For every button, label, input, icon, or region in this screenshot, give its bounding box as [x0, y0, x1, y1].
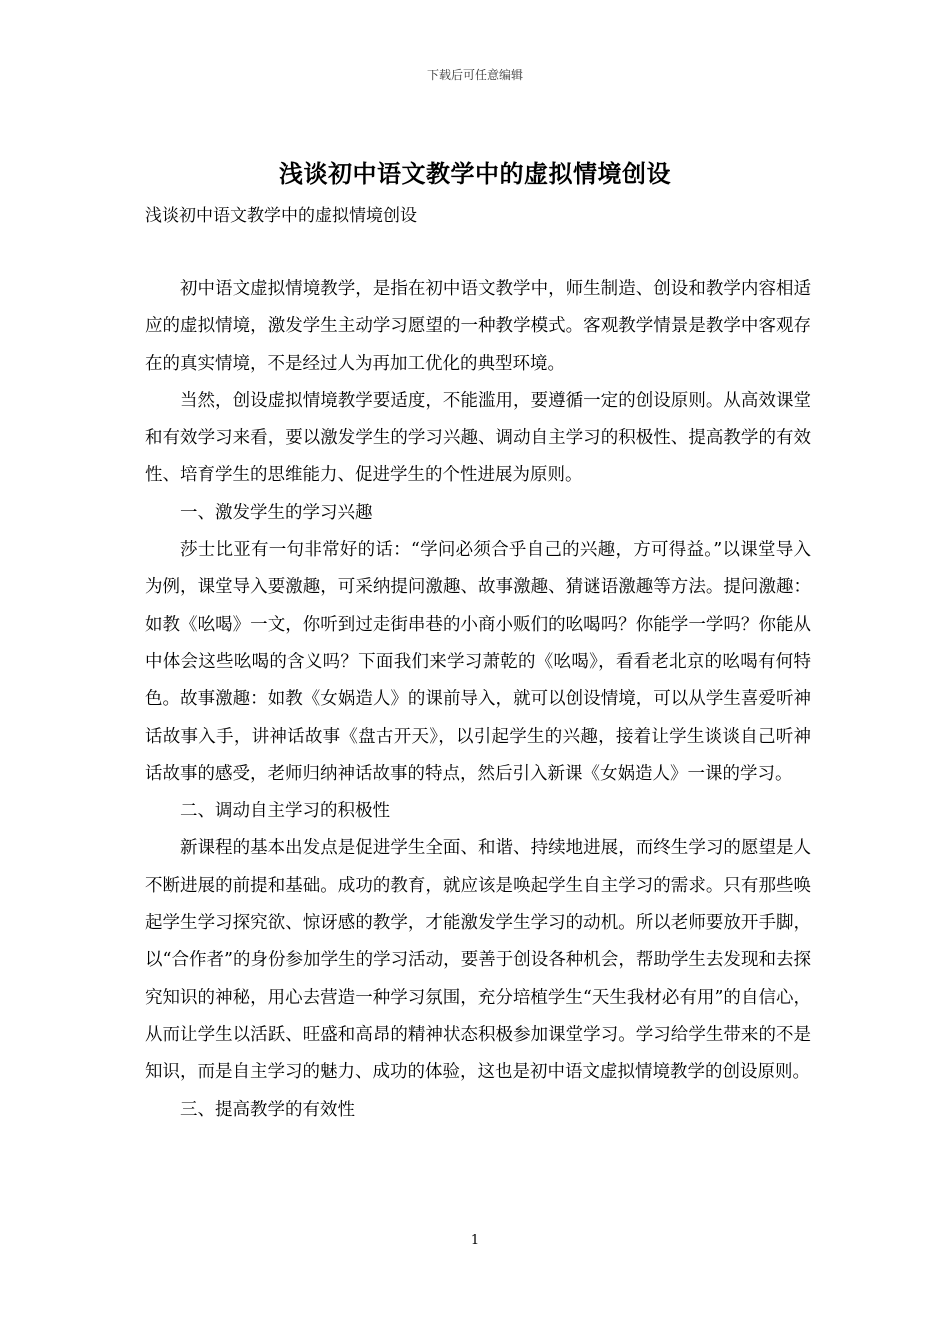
- section-heading-2: 二、调动自主学习的积极性: [180, 801, 390, 822]
- document-title: 浅谈初中语文教学中的虚拟情境创设: [279, 159, 671, 188]
- page-header: 下载后可任意编辑: [426, 68, 523, 82]
- section-heading-3: 三、提高教学的有效性: [180, 1099, 355, 1120]
- paragraph-principles: 当然，创设虚拟情境教学要适度，不能滥用，要遵循一定的创设原则。从高效课堂和有效学习来看，要以激发学生的学习兴趣、调动自主学习的积极性、提高教学的有效性、培育学生的思维能力、促进学生的个性进展为原则。: [145, 390, 811, 486]
- page-number: 1: [470, 1233, 480, 1248]
- document-body: [145, 271, 811, 1129]
- section-heading-1: 一、激发学生的学习兴趣: [180, 502, 373, 523]
- document-subtitle: 浅谈初中语文教学中的虚拟情境创设: [145, 206, 417, 226]
- paragraph-intro: 初中语文虚拟情境教学，是指在初中语文教学中，师生制造、创设和教学内容相适应的虚拟情境，激发学生主动学习愿望的一种教学模式。客观教学情景是教学中客观存在的真实情境，不是经过人为再加工优化的典型环境。: [145, 279, 811, 374]
- paragraph-interest: 莎士比亚有一句非常好的话：“学问必须合乎自己的兴趣，方可得益。”以课堂导入为例，课堂导入要激趣，可采纳提问激趣、故事激趣、猜谜语激趣等方法。提问激趣：如教《吆喝》一文，你听到过走街串巷的小商小贩们的吆喝吗？你能学一学吗？你能从中体会这些吆喝的含义吗？下面我们来学习萧乾的《吆喝》，看看老北京的吆喝有何特色。故事激趣：如教《女娲造人》的课前导入，就可以创设情境，可以从学生喜爱听神话故事入手，讲神话故事《盘古开天》，以引起学生的兴趣，接着让学生谈谈自己听神话故事的感受，老师归纳神话故事的特点，然后引入新课《女娲造人》一课的学习。: [145, 540, 811, 784]
- paragraph-autonomy: 新课程的基本出发点是促进学生全面、和谐、持续地进展，而终生学习的愿望是人不断进展的前提和基础。成功的教育，就应该是唤起学生自主学习的需求。只有那些唤起学生学习探究欲、惊讶感的教学，才能激发学生学习的动机。所以老师要放开手脚，以“合作者”的身份参加学生的学习活动，要善于创设各种机会，帮助学生去发现和去探究知识的神秘，用心去营造一种学习氛围，充分培植学生“天生我材必有用”的自信心，从而让学生以活跃、旺盛和高昂的精神状态积极参加课堂学习。学习给学生带来的不是知识，而是自主学习的魅力、成功的体验，这也是初中语文虚拟情境教学的创设原则。: [145, 838, 811, 1083]
